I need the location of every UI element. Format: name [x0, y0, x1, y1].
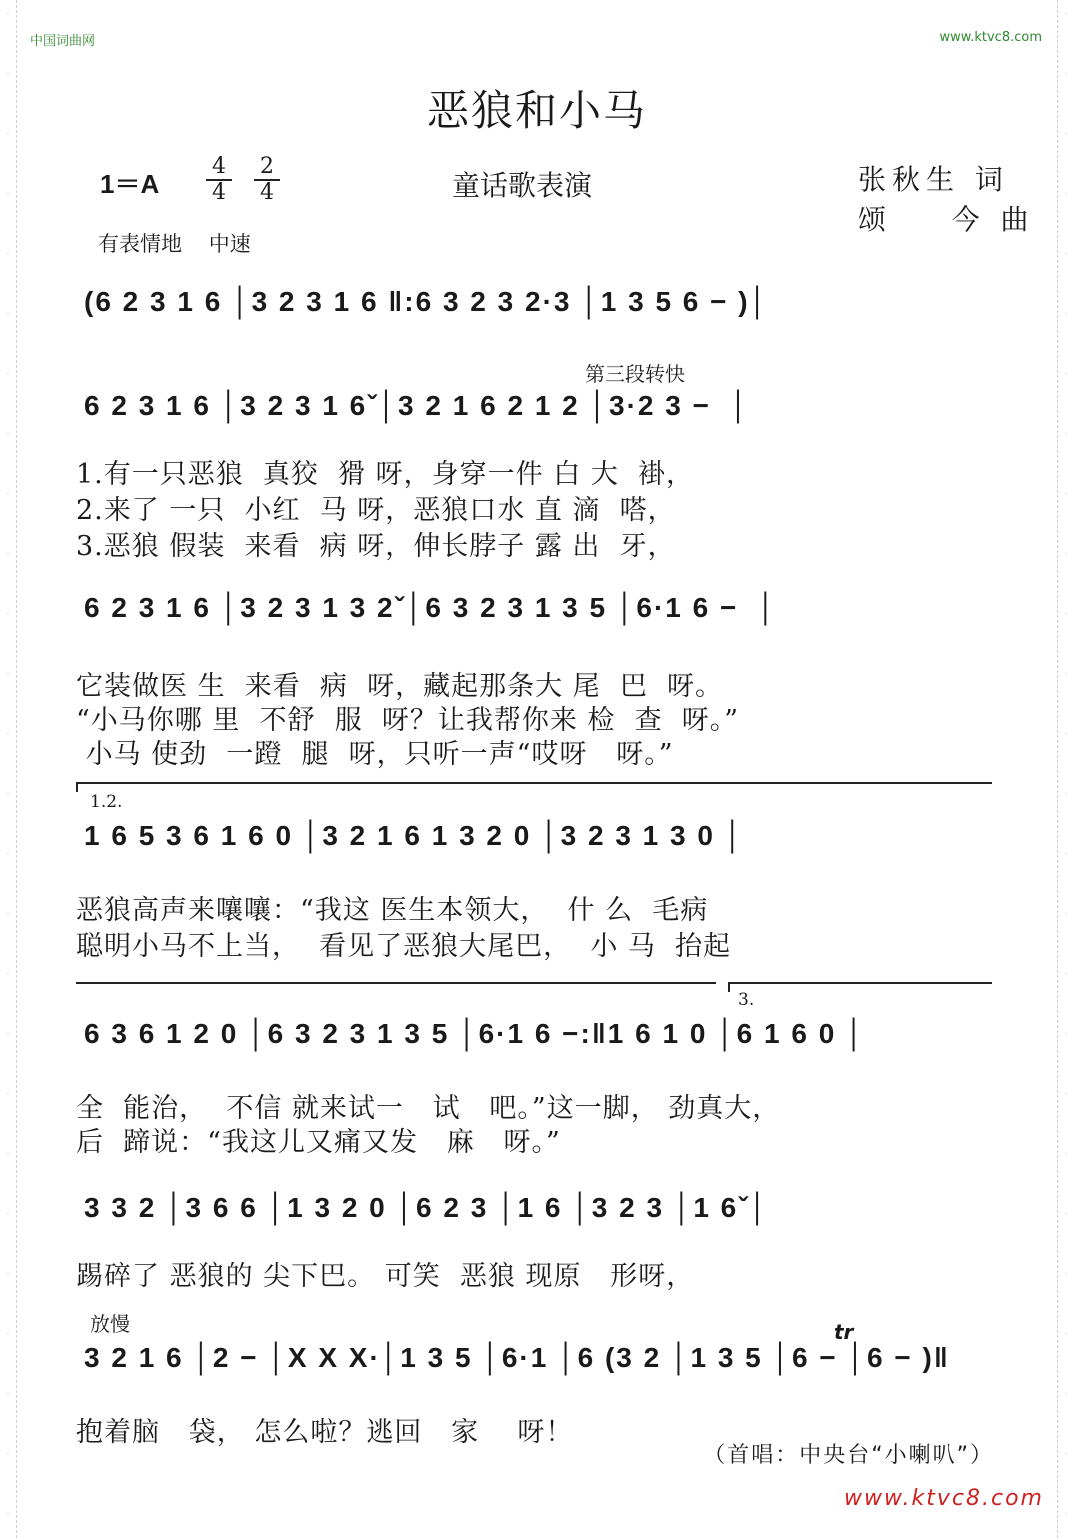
margin-mark: · [6, 1270, 10, 1278]
margin-mark: · [6, 10, 10, 18]
lyric-line3-a: 它装做医 生 来看 病 呀，藏起那条大 尾 巴 呀。 [76, 671, 723, 702]
volta-bracket-3-start [728, 982, 730, 992]
margin-mark: · [6, 1390, 10, 1398]
margin-mark: · [1064, 670, 1068, 678]
margin-mark: · [1064, 250, 1068, 258]
volta-label-1-2: 1.2. [90, 792, 123, 812]
lyric-line3-b: “小马你哪 里 不舒 服 呀？让我帮你来 检 查 呀。” [76, 705, 740, 736]
genre-label: 童话歌表演 [452, 169, 593, 202]
margin-mark: · [1064, 10, 1068, 18]
margin-mark: · [1064, 910, 1068, 918]
margin-mark: · [1064, 490, 1068, 498]
margin-mark: · [6, 610, 10, 618]
margin-mark: · [6, 490, 10, 498]
score-line-2: 6 2 3 1 6 │3 2 3 1 6ˇ│3 2 1 6 2 1 2 │3·2 3 − │ [84, 390, 751, 421]
margin-mark: · [6, 1150, 10, 1158]
time-signature-2-4: 2 4 [254, 156, 280, 204]
margin-mark: · [1064, 1150, 1068, 1158]
margin-mark: · [6, 970, 10, 978]
volta-bracket-end [76, 782, 78, 792]
score-line-6: 3 3 2 │3 6 6 │1 3 2 0 │6 2 3 │1 6 │3 2 3 │1 6ˇ│ [84, 1192, 770, 1223]
time-signature-4-4: 4 4 [206, 156, 232, 204]
margin-mark: · [6, 550, 10, 558]
volta-bracket-1-2 [76, 782, 992, 784]
margin-mark: · [1064, 1390, 1068, 1398]
lyric-line3-c: 小马 使劲 一蹬 腿 呀，只听一声“哎呀 呀。” [76, 739, 674, 770]
score-line-7: 3 2 1 6 │2 − │X X X·│1 3 5 │6·1 │6 (3 2 │1 3 5 │6 − │6 − )‖ [84, 1342, 950, 1373]
margin-mark: · [1064, 550, 1068, 558]
margin-mark: · [1064, 1090, 1068, 1098]
volta-bracket-continued [76, 982, 716, 984]
margin-mark: · [6, 430, 10, 438]
margin-mark: · [1064, 1270, 1068, 1278]
lyric-line4-a: 恶狼高声来嚷嚷：“我这 医生本领大， 什 么 毛病 [76, 895, 709, 926]
margin-mark: · [1064, 1510, 1068, 1518]
margin-mark: · [1064, 1450, 1068, 1458]
margin-mark: · [6, 310, 10, 318]
score-line-4: 1 6 5 3 6 1 6 0 │3 2 1 6 1 3 2 0 │3 2 3 1 3 0 │ [84, 820, 745, 851]
score-line-3: 6 2 3 1 6 │3 2 3 1 3 2ˇ│6 3 2 3 1 3 5 │6·1 6 − │ [84, 592, 778, 623]
margin-mark: · [1064, 850, 1068, 858]
performer-credit: （首唱：中央台“小喇叭”） [703, 1443, 994, 1468]
right-margin-strip [1057, 0, 1074, 1538]
tempo-marking: 有表情地 中速 [98, 232, 251, 256]
margin-mark: · [6, 250, 10, 258]
site-url-right[interactable]: www.ktvc8.com [939, 30, 1042, 45]
margin-mark: · [6, 70, 10, 78]
margin-mark: · [1064, 1210, 1068, 1218]
margin-mark: · [1064, 970, 1068, 978]
margin-mark: · [6, 1090, 10, 1098]
margin-mark: · [6, 1030, 10, 1038]
margin-mark: · [1064, 1030, 1068, 1038]
margin-mark: · [1064, 130, 1068, 138]
margin-mark: · [1064, 790, 1068, 798]
margin-mark: · [6, 850, 10, 858]
margin-mark: · [1064, 370, 1068, 378]
site-name-left[interactable]: 中国词曲网 [30, 34, 96, 49]
score-line-intro: (6 2 3 1 6 │3 2 3 1 6 ‖:6 3 2 3 2·3 │1 3 5 6 − )│ [84, 286, 770, 317]
lyric-line6: 踢碎了 恶狼的 尖下巴。 可笑 恶狼 现原 形呀， [76, 1261, 695, 1292]
lyric-verse-1: 1.有一只恶狼 真狡 猾 呀，身穿一件 白 大 褂， [76, 459, 695, 490]
key-signature: 1＝A [100, 169, 160, 199]
lyric-line5-b: 后 蹄说：“我这儿又痛又发 麻 呀。” [76, 1127, 561, 1158]
lyric-line7: 抱着脑 袋， 怎么啦？逃回 家 呀！ [76, 1417, 574, 1448]
left-margin-strip [0, 0, 17, 1538]
lyric-line5-a: 全 能治， 不信 就来试一 试 吧。”这一脚， 劲真大， [76, 1093, 781, 1124]
margin-mark: · [6, 910, 10, 918]
score-line-5: 6 3 6 1 2 0 │6 3 2 3 1 3 5 │6·1 6 −:‖1 6 1 0 │6 1 6 0 │ [84, 1018, 866, 1049]
watermark-logo: www.ktvc8.com [843, 1486, 1044, 1511]
margin-mark: · [1064, 310, 1068, 318]
lyric-verse-2: 2.来了 一只 小红 马 呀，恶狼口水 直 滴 嗒， [76, 495, 676, 526]
volta-label-3: 3. [738, 990, 755, 1010]
song-title: 恶狼和小马 [426, 86, 647, 135]
margin-mark: · [1064, 70, 1068, 78]
margin-mark: · [1064, 610, 1068, 618]
margin-mark: · [6, 730, 10, 738]
margin-mark: · [6, 1450, 10, 1458]
volta-bracket-3 [728, 982, 992, 984]
margin-mark: · [1064, 1330, 1068, 1338]
lyric-verse-3: 3.恶狼 假装 来看 病 呀，伸长脖子 露 出 牙， [76, 531, 676, 562]
margin-mark: · [1064, 430, 1068, 438]
composer-credit: 颂 今 曲 [858, 203, 1035, 236]
margin-mark: · [1064, 730, 1068, 738]
margin-mark: · [6, 190, 10, 198]
margin-mark: · [6, 670, 10, 678]
margin-mark: · [6, 1330, 10, 1338]
margin-mark: · [6, 1210, 10, 1218]
margin-mark: · [6, 370, 10, 378]
trill-mark: tr [834, 1320, 854, 1344]
lyric-line4-b: 聪明小马不上当， 看见了恶狼大尾巴， 小 马 抬起 [76, 931, 732, 962]
lyricist-credit: 张秋生 词 [858, 163, 1009, 196]
margin-mark: · [6, 790, 10, 798]
third-verse-faster-mark: 第三段转快 [585, 362, 685, 386]
margin-mark: · [1064, 190, 1068, 198]
margin-mark: · [6, 1510, 10, 1518]
margin-mark: · [6, 130, 10, 138]
slow-down-mark: 放慢 [90, 1312, 130, 1336]
